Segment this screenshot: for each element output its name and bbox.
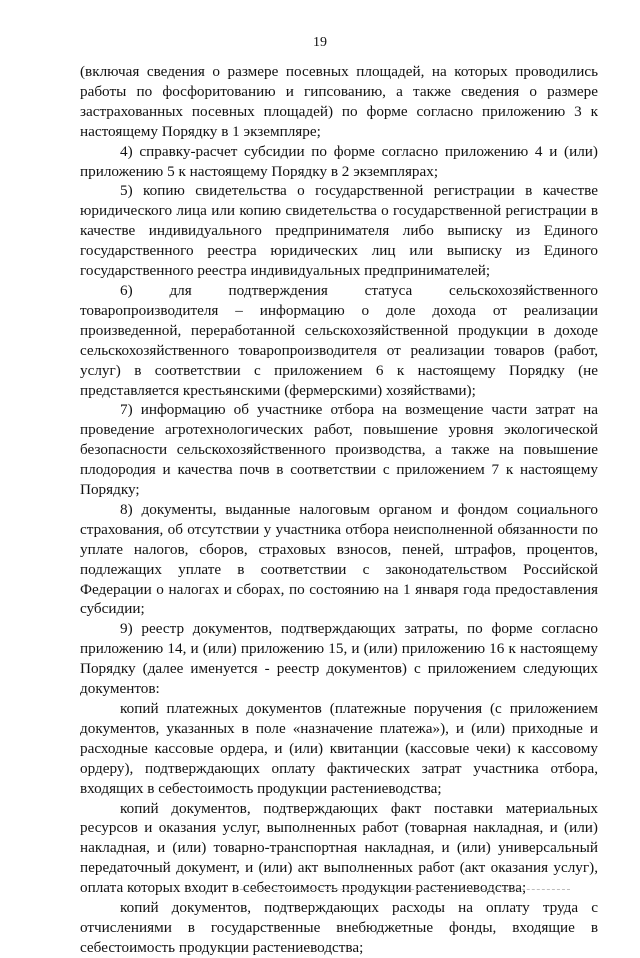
- paragraph-item-4: 4) справку-расчет субсидии по форме согласно приложению 4 и (или) приложению 5 к настоящему Порядку в 2 экземплярах;: [80, 142, 598, 180]
- paragraph-item-9: 9) реестр документов, подтверждающих затраты, по форме согласно приложению 14, и (или) приложению 15, и (или) приложению 16 к настоящему Порядку (далее именуется - реестр документов) с приложением следующих документов:: [80, 620, 598, 698]
- paragraph-item-7: 7) информацию об участнике отбора на возмещение части затрат на проведение агротехнологических работ, повышение уровня экологической безопасности сельскохозяйственного производства, а также на повышение плодородия и качества почв в соответствии с приложением 7 к настоящему Порядку;: [80, 401, 598, 499]
- paragraph-item-6: 6) для подтверждения статуса сельскохозяйственного товаропроизводителя – информацию о доле дохода от реализации произведенной, переработанной сельскохозяйственной продукции в доходе сельскохозяйственного товаропроизводителя от реализации товаров (работ, услуг) в соответствии с приложением 6 к настоящему Порядку (не представляется крестьянскими (фермерскими) хозяйствами);: [80, 281, 598, 399]
- paragraph-continuation: (включая сведения о размере посевных площадей, на которых проводились работы по фосфоритованию и гипсованию, а также сведения о размере застрахованных посевных площадей) по форме согласно приложению 3 к настоящему Порядку в 1 экземпляре;: [80, 63, 598, 140]
- paragraph-item-5: 5) копию свидетельства о государственной регистрации в качестве юридического лица или копию свидетельства о государственной регистрации в качестве индивидуального предпринимателя либо выписку из Единого государственного реестра юридических лиц или выписку из Единого государственного реестра индивидуальных предпринимателей;: [80, 182, 598, 280]
- paragraph-item-8: 8) документы, выданные налоговым органом и фондом социального страхования, об отсутствии у участника отбора неисполненной обязанности по уплате налогов, сборов, страховых взносов, пеней, штрафов, процентов, подлежащих уплате в соответствии с законодательством Российской Федерации о налогах и сборах, по состоянию на 1 января года предоставления субсидии;: [80, 500, 598, 618]
- scan-edge-line: [240, 889, 570, 890]
- paragraph-payment-docs: копий платежных документов (платежные поручения (с приложением документов, указанных в поле «назначение платежа»), и (или) приходные и расходные кассовые ордера, и (или) квитанции (кассовые чеки) к кассовому ордеру), подтверждающих оплату фактических затрат участника отбора, входящих в себестоимость продукции растениеводства;: [80, 700, 598, 797]
- paragraph-labor-docs: копий документов, подтверждающих расходы на оплату труда с отчислениями в государственные внебюджетные фонды, входящие в себестоимость продукции растениеводства;: [80, 899, 598, 956]
- document-body: [80, 62, 598, 958]
- page-number: 19: [313, 35, 327, 50]
- paragraph-delivery-docs: копий документов, подтверждающих факт поставки материальных ресурсов и оказания услуг, выполненных работ (товарная накладная, и (или) накладная, и (или) товарно-транспортная накладная, и (или) универсальный передаточный документ, и (или) акт выполненных работ (акт оказания услуг), оплата которых входит в себестоимость продукции растениеводства;: [80, 799, 598, 897]
